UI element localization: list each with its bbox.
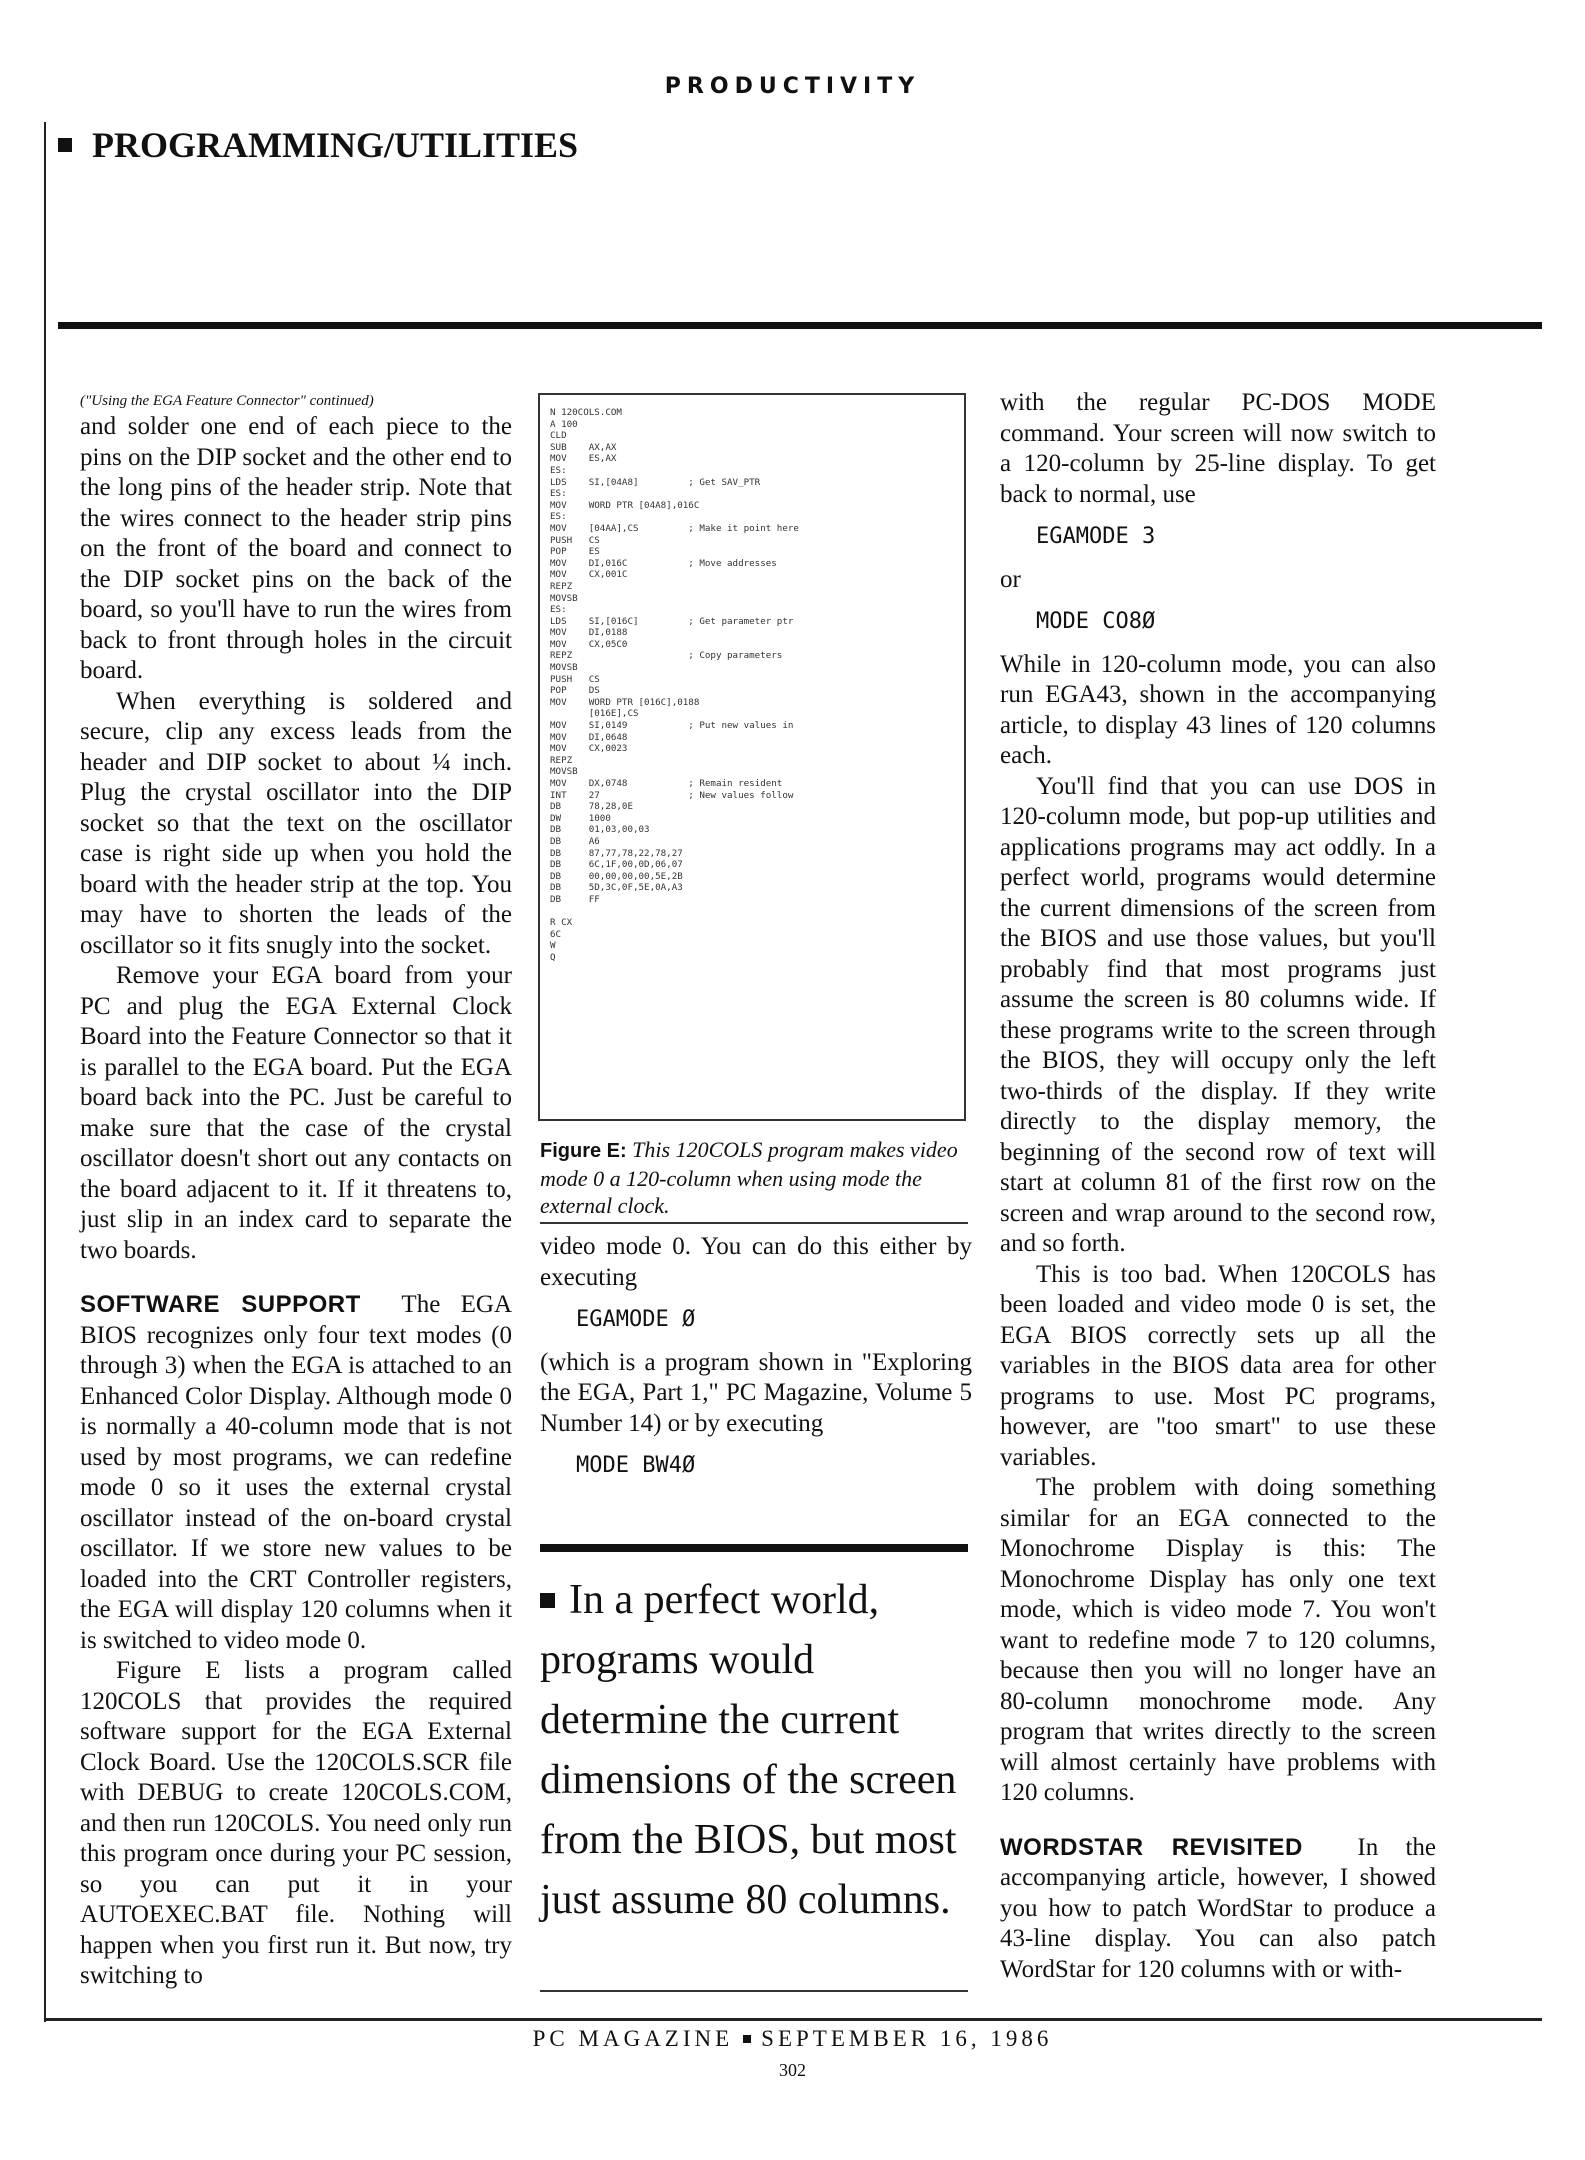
- code-line: EGAMODE 3: [1036, 524, 1156, 549]
- code-listing-line: DB FF: [550, 893, 600, 905]
- top-rule: [58, 322, 1542, 329]
- column-2: [540, 1232, 972, 1494]
- code-listing-line: 6C: [550, 928, 562, 940]
- section-title-text: PROGRAMMING/UTILITIES: [92, 125, 579, 165]
- code-listing-line: ES:: [550, 604, 567, 616]
- code-listing-line: POP DS: [550, 685, 600, 697]
- issue-date: SEPTEMBER 16, 1986: [761, 2026, 1053, 2051]
- code-listing-line: MOV CX,0023: [550, 743, 628, 755]
- subhead-software-support: SOFTWARE SUPPORT: [80, 1291, 361, 1318]
- figure-caption-text: This 120COLS program makes video mode 0 a 120-column when using mode the external clock.: [540, 1137, 958, 1218]
- pullquote: [540, 1570, 980, 1930]
- magazine-name: PC MAGAZINE: [532, 2026, 734, 2051]
- caption-rule: [540, 1222, 968, 1224]
- paragraph-text: In the accompanying article, however, I showed you how to patch WordStar to produce a 43-line display. You can also patch WordStar for 120 columns with or with-: [1000, 1833, 1436, 1983]
- paragraph: [80, 1290, 512, 1656]
- code-listing-line: POP ES: [550, 546, 600, 558]
- code-listing-line: MOV SI,0149 ; Put new values in: [550, 720, 794, 732]
- code-listing-line: MOV CX,001C: [550, 569, 628, 581]
- code-listing-line: DB 87,77,78,22,78,27: [550, 847, 683, 859]
- code-listing-line: MOV DI,016C ; Move addresses: [550, 557, 777, 569]
- code-listing-line: Q: [550, 951, 556, 963]
- code-listing-line: DB 00,00,00,00,5E,2B: [550, 870, 683, 882]
- code-listing-line: MOV DI,0188: [550, 627, 628, 639]
- code-listing-line: CLD: [550, 430, 567, 442]
- code-listing-line: DB A6: [550, 835, 600, 847]
- code-listing-line: PUSH CS: [550, 534, 600, 546]
- code-listing-line: W: [550, 940, 556, 952]
- paragraph: Remove your EGA board from your PC and plug the EGA External Clock Board into the Feature Connector so that it is parallel to the EGA board. Put the EGA board back into the PC. Just be careful to make sure that the case of the crystal oscillator doesn't short out any contacts on the board adjacent to it. If it threatens to, just slip in an index card to separate the two boards.: [80, 962, 512, 1264]
- code-listing-line: REPZ: [550, 754, 573, 766]
- code-listing-line: R CX: [550, 917, 573, 929]
- paragraph: You'll find that you can use DOS in 120-column mode, but pop-up utilities and applications programs may act oddly. In a perfect world, programs would determine the current dimensions of the screen from the BIOS and use those values, but you'll probably find that most programs just assume the screen is 80 columns wide. If these programs write to the screen through the BIOS, they will occupy only the left two-thirds of the display. If they write directly to the display memory, the beginning of the second row of text will start at column 81 of the first row on the screen and wrap around to the second row, and so forth.: [1000, 772, 1436, 1257]
- code-listing-line: MOV DI,0648: [550, 731, 628, 743]
- code-listing-line: SUB AX,AX: [550, 441, 617, 453]
- section-title: [40, 124, 578, 166]
- bullet-square-icon: [743, 2035, 751, 2043]
- column-3: [1000, 388, 1436, 1985]
- code-listing-line: DB 6C,1F,00,0D,06,07: [550, 859, 683, 871]
- code-listing-line: MOV CX,05C0: [550, 638, 628, 650]
- bottom-rule: [44, 2018, 1542, 2021]
- code-listing-line: MOV WORD PTR [016C],0188: [550, 696, 700, 708]
- paragraph: and solder one end of each piece to the pins on the DIP socket and the other end to the long pins of the header strip. Note that the wires connect to the header strip pins on the front of the board and connect to the DIP socket pins on the back of the board, so you'll have to run the wires from back to front through holes in the circuit board.: [80, 413, 512, 684]
- code-listing-line: ES:: [550, 488, 567, 500]
- paragraph: This is too bad. When 120COLS has been loaded and video mode 0 is set, the EGA BIOS correctly sets up all the variables in the BIOS data area for other programs to use. Most PC programs, however, are "too smart" to use these variables.: [1000, 1260, 1436, 1471]
- pullquote-text: In a perfect world, programs would determine the current dimensions of the screen from the BIOS, but most just assume 80 columns.: [540, 1577, 957, 1923]
- code-listing-line: REPZ ; Copy parameters: [550, 650, 783, 662]
- figure-caption: [540, 1136, 970, 1219]
- figure-label: Figure E:: [540, 1140, 627, 1162]
- code-listing-line: MOV ES,AX: [550, 453, 617, 465]
- paragraph: (which is a program shown in "Exploring the EGA, Part 1," PC Magazine, Volume 5 Number 14) or by executing: [540, 1348, 972, 1437]
- continued-credit: ("Using the EGA Feature Connector" continued): [80, 393, 374, 409]
- column-1: [80, 392, 512, 1992]
- paragraph: with the regular PC-DOS MODE command. Your screen will now switch to a 120-column by 25-line display. To get back to normal, use: [1000, 389, 1436, 508]
- code-listing-figure-e: [538, 393, 966, 1121]
- footer: [0, 2026, 1585, 2052]
- code-line: EGAMODE Ø: [576, 1307, 696, 1332]
- code-line: MODE BW4Ø: [576, 1453, 696, 1478]
- code-listing-line: MOV WORD PTR [04A8],016C: [550, 499, 700, 511]
- subhead-wordstar-revisited: WORDSTAR REVISITED: [1000, 1833, 1303, 1861]
- code-listing-line: ES:: [550, 511, 567, 523]
- code-listing-line: REPZ: [550, 580, 573, 592]
- code-listing-line: [016E],CS: [550, 708, 639, 720]
- code-listing-line: A 100: [550, 418, 578, 430]
- code-listing-line: LDS SI,[04A8] ; Get SAV_PTR: [550, 476, 761, 488]
- bullet-square-icon: [58, 138, 72, 152]
- code-listing-line: LDS SI,[016C] ; Get parameter ptr: [550, 615, 794, 627]
- paragraph: video mode 0. You can do this either by executing: [540, 1233, 972, 1291]
- section-kicker: PRODUCTIVITY: [664, 74, 921, 99]
- paragraph-text: The EGA BIOS recognizes only four text modes (0 through 3) when the EGA is attached to an Enhanced Color Display. Although mode 0 is normally a 40-column mode that is not used by most programs, we can redefine mode 0 so it uses the external crystal oscillator instead of the on-board crystal oscillator. If we store new values to be loaded into the CRT Controller registers, the EGA will display 120 columns when it is switched to video mode 0.: [80, 1291, 512, 1654]
- paragraph: [1000, 1833, 1436, 1986]
- code-listing-line: [550, 906, 954, 918]
- code-listing-line: MOVSB: [550, 662, 578, 674]
- paragraph: Figure E lists a program called 120COLS that provides the required software support for the EGA External Clock Board. Use the 120COLS.SCR file with DEBUG to create 120COLS.COM, and then run 120COLS. You need only run this program once during your PC session, so you can put it in your AUTOEXEC.BAT file. Nothing will happen when you first run it. But now, try switching to: [80, 1657, 512, 1989]
- code-listing-line: MOVSB: [550, 766, 578, 778]
- page-number: 302: [779, 2060, 806, 2080]
- code-listing-line: DB 78,28,0E: [550, 801, 633, 813]
- code-listing-line: ES:: [550, 464, 567, 476]
- pullquote-bottom-rule: [540, 1990, 968, 1992]
- left-frame-rule: [44, 122, 46, 2022]
- paragraph: The problem with doing something similar for an EGA connected to the Monochrome Display is this: The Monochrome Display has only one text mode, which is video mode 7. You won't want to redefine mode 7 to 120 columns, because then you will no longer have an 80-column monochrome mode. Any program that writes directly to the screen will almost certainly have problems with 120 columns.: [1000, 1474, 1436, 1806]
- code-listing-line: MOV DX,0748 ; Remain resident: [550, 778, 783, 789]
- bullet-square-icon: [540, 1593, 555, 1608]
- pullquote-top-rule: [540, 1544, 968, 1552]
- code-listing-line: INT 27 ; New values follow: [550, 789, 794, 801]
- code-listing-line: MOVSB: [550, 592, 578, 604]
- code-listing-line: N 120COLS.COM: [550, 407, 622, 418]
- code-listing-line: MOV [04AA],CS ; Make it point here: [550, 522, 799, 534]
- code-listing-line: PUSH CS: [550, 673, 600, 685]
- paragraph: When everything is soldered and secure, clip any excess leads from the header and DIP socket to about ¼ inch. Plug the crystal oscillator into the DIP socket so that the text on the oscillator case is right side up when you hold the board with the header strip at the top. You may have to shorten the leads of the oscillator so it fits snugly into the socket.: [80, 687, 512, 959]
- paragraph: or: [1000, 565, 1021, 593]
- code-line: MODE CO8Ø: [1036, 609, 1156, 634]
- code-listing-line: DB 5D,3C,0F,5E,0A,A3: [550, 882, 683, 894]
- paragraph: While in 120-column mode, you can also run EGA43, shown in the accompanying article, to display 43 lines of 120 columns each.: [1000, 650, 1436, 769]
- code-listing-line: DB 01,03,00,03: [550, 824, 650, 836]
- code-listing-line: DW 1000: [550, 812, 611, 824]
